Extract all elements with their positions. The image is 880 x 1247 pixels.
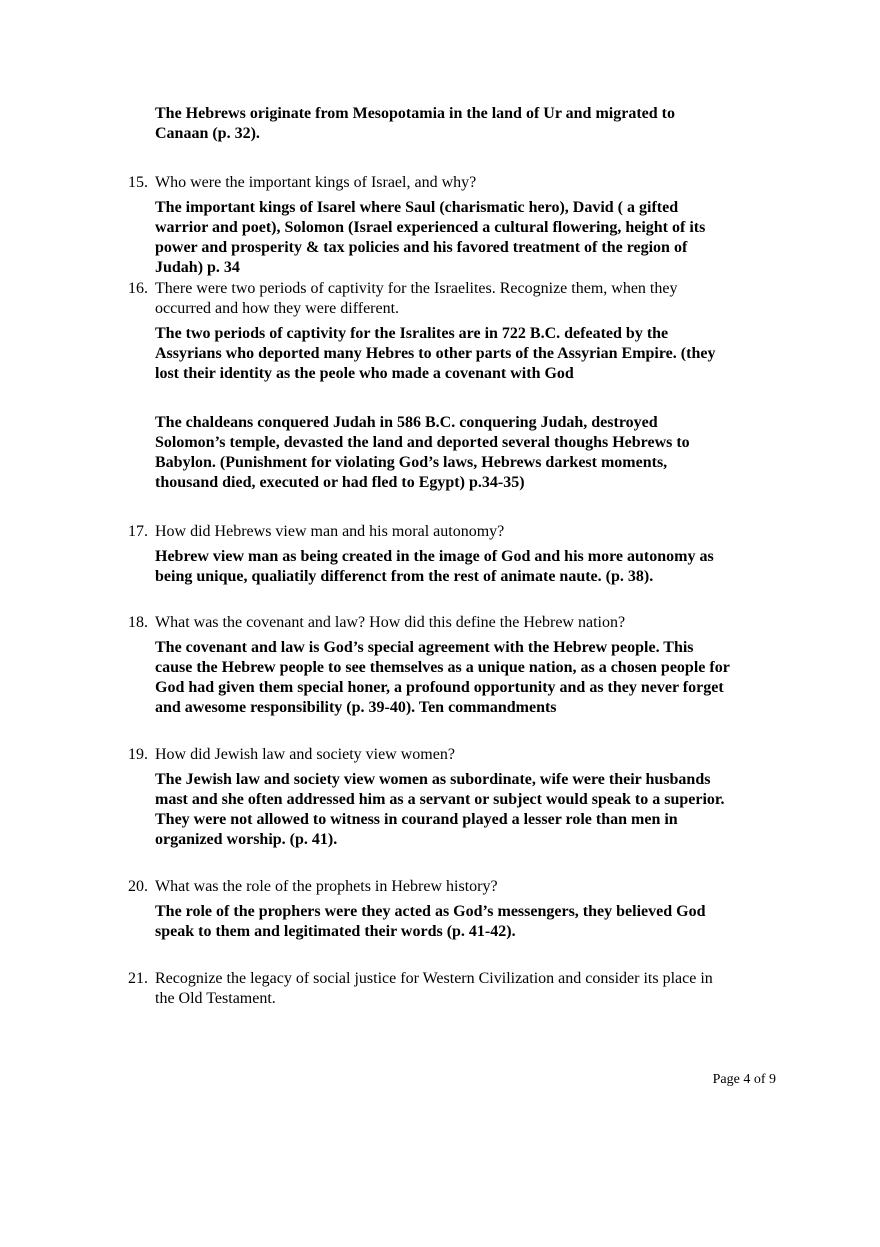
question-text: Recognize the legacy of social justice for Western Civilization and consider its place in the Old Testament.	[155, 970, 713, 1007]
answer-text: The Jewish law and society view women as subordinate, wife were their husbands mast and she often addressed him as a servant or subject would speak to a superior. They were not allowed to witness in courand played a lesser role than men in organized worship. (p. 41).	[155, 771, 725, 848]
question-18	[128, 613, 785, 718]
answer-text-continued: The chaldeans conquered Judah in 586 B.C. conquering Judah, destroyed Solomon’s temple, devasted the land and deported several thoughs Hebrews to Babylon. (Punishment for violating God’s laws, Hebrews darkest moments, thousand died, executed or had fled to Egypt) p.34-35)	[155, 414, 690, 491]
answer-text: Hebrew view man as being created in the image of God and his more autonomy as being unique, qualiatily differenct from the rest of animate naute. (p. 38).	[155, 548, 714, 585]
question-number: 17.	[128, 523, 148, 540]
question-19	[128, 745, 785, 850]
question-number: 21.	[128, 970, 148, 987]
answer-text: The important kings of Isarel where Saul (charismatic hero), David ( a gifted warrior and poet), Solomon (Israel experienced a cultural flowering, height of its power and prosperity & tax policies and his favored treatment of the region of Judah) p. 34	[155, 199, 706, 276]
question-text: What was the role of the prophets in Hebrew history?	[155, 878, 498, 895]
question-text: How did Hebrews view man and his moral autonomy?	[155, 523, 505, 540]
intro-answer: The Hebrews originate from Mesopotamia in the land of Ur and migrated to Canaan (p. 32).	[155, 105, 675, 142]
question-number: 20.	[128, 878, 148, 895]
question-number: 15.	[128, 174, 148, 191]
answer-text: The role of the prophers were they acted as God’s messengers, they believed God speak to them and legitimated their words (p. 41-42).	[155, 903, 706, 940]
question-16	[128, 279, 785, 493]
question-17	[128, 522, 785, 587]
answer-text: The covenant and law is God’s special agreement with the Hebrew people. This cause the Hebrew people to see themselves as a unique nation, as a chosen people for God had given them special honer, a profound opportunity and as they never forget and awesome responsibility (p. 39-40). Ten commandments	[155, 639, 730, 716]
question-text: There were two periods of captivity for the Israelites. Recognize them, when they occurred and how they were different.	[155, 280, 678, 317]
question-text: What was the covenant and law? How did this define the Hebrew nation?	[155, 614, 626, 631]
question-number: 19.	[128, 746, 148, 763]
intro-answer-block	[155, 104, 785, 144]
question-text: How did Jewish law and society view women?	[155, 746, 455, 763]
answer-text: The two periods of captivity for the Isralites are in 722 B.C. defeated by the Assyrians who deported many Hebres to other parts of the Assyrian Empire. (they lost their identity as the peole who made a covenant with God	[155, 325, 716, 382]
question-number: 16.	[128, 280, 148, 297]
question-text: Who were the important kings of Israel, and why?	[155, 174, 477, 191]
page-number: Page 4 of 9	[712, 1072, 776, 1087]
question-15	[128, 173, 785, 278]
question-21	[128, 969, 785, 1009]
question-20	[128, 877, 785, 942]
question-number: 18.	[128, 614, 148, 631]
